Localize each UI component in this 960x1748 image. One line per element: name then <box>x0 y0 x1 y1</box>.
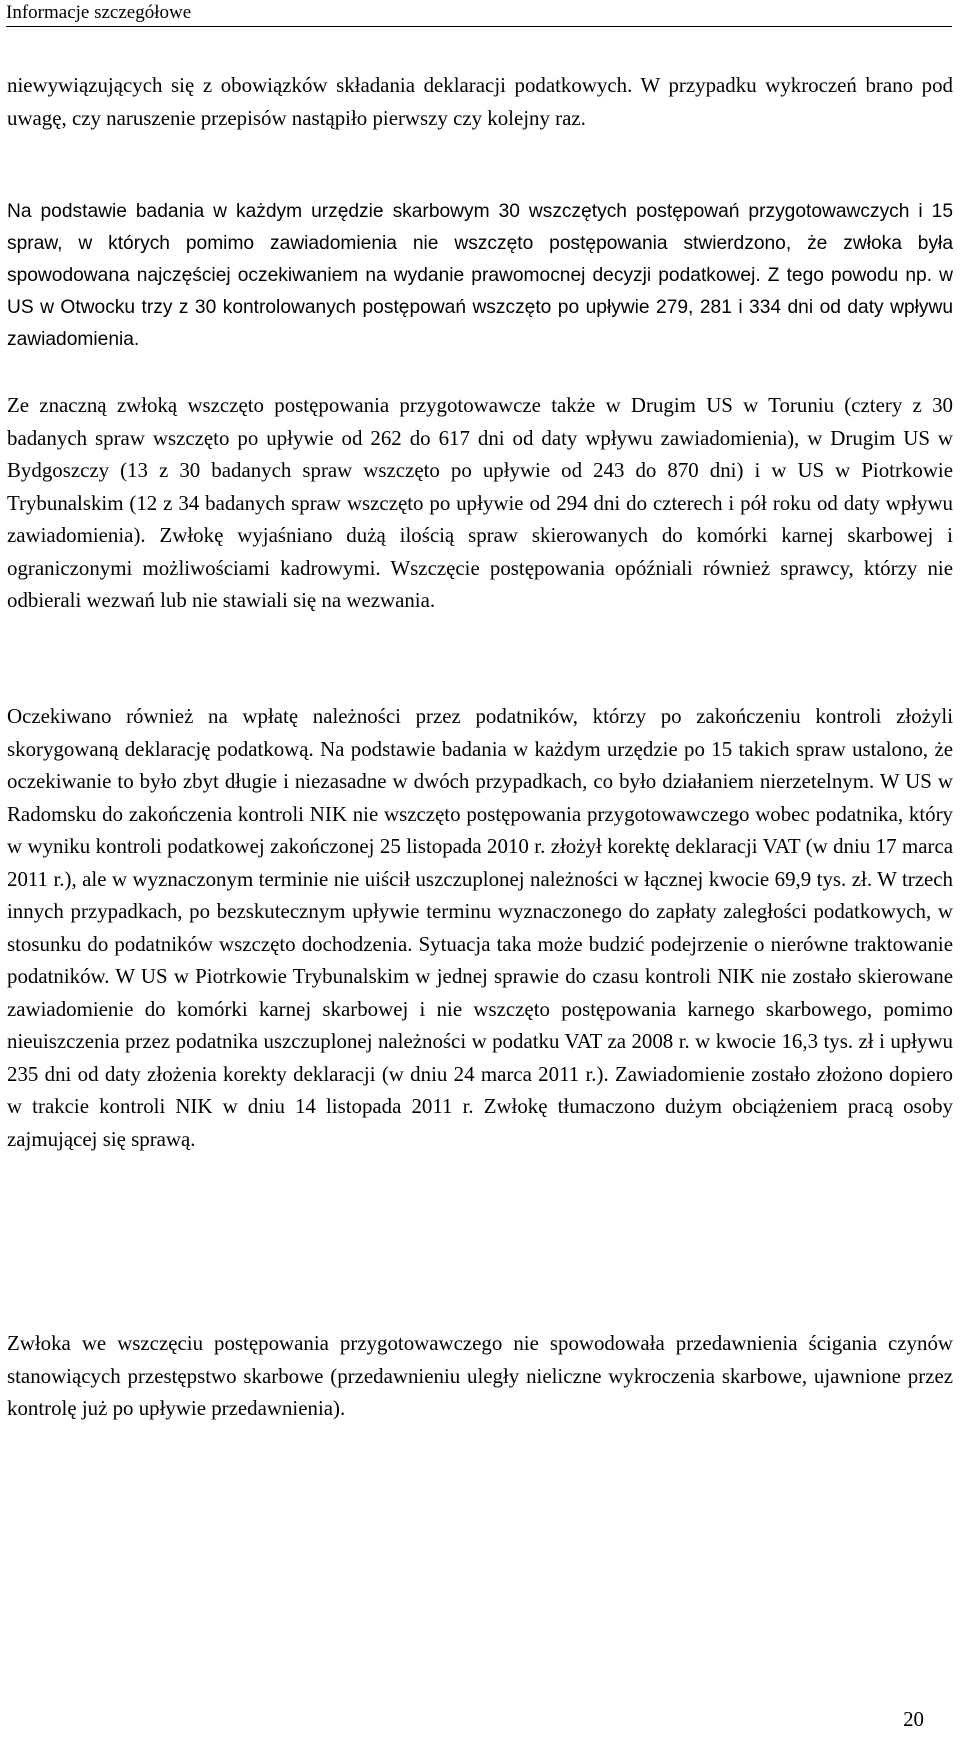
paragraph-5: Zwłoka we wszczęciu postępowania przygotowawczego nie spowodowała przedawnienia ścigania czynów stanowiących przestępstwo skarbowe (przedawnieniu uległy nieliczne wykroczenia skarbowe, ujawnione przez kontrolę już po upływie przedawnienia). <box>7 1331 953 1420</box>
page-header <box>6 2 952 27</box>
header-title: Informacje szczegółowe <box>6 2 192 23</box>
paragraph-3: Ze znaczną zwłoką wszczęto postępowania przygotowawcze także w Drugim US w Toruniu (cztery z 30 badanych spraw wszczęto po upływie od 262 do 617 dni od daty wpływu zawiadomienia), w Drugim US w Bydgoszczy (13 z 30 badanych spraw wszczęto po upływie od 243 do 870 dni) i w US w Piotrkowie Trybunalskim (12 z 34 badanych spraw wszczęto po upływie od 294 dni do czterech i pół roku od daty wpływu zawiadomienia). Zwłokę wyjaśniano dużą ilością spraw skierowanych do komórki karnej skarbowej i ograniczonymi możliwościami kadrowymi. Wszczęcie postępowania opóźniali również sprawcy, którzy nie odbierali wezwań lub nie stawiali się na wezwania. <box>7 393 953 612</box>
paragraph-2: Na podstawie badania w każdym urzędzie skarbowym 30 wszczętych postępowań przygotowawczych i 15 spraw, w których pomimo zawiadomienia nie wszczęto postępowania stwierdzono, że zwłoka była spowodowana najczęściej oczekiwaniem na wydanie prawomocnej decyzji podatkowej. Z tego powodu np. w US w Otwocku trzy z 30 kontrolowanych postępowań wszczęto po upływie 279, 281 i 334 dni od daty wpływu zawiadomienia. <box>7 201 953 350</box>
paragraph-1: niewywiązujących się z obowiązków składania deklaracji podatkowych. W przypadku wykroczeń brano pod uwagę, czy naruszenie przepisów nastąpiło pierwszy czy kolejny raz. <box>7 73 953 130</box>
paragraph-4: Oczekiwano również na wpłatę należności przez podatników, którzy po zakończeniu kontroli złożyli skorygowaną deklarację podatkową. Na podstawie badania w każdym urzędzie po 15 takich spraw ustalono, że oczekiwanie to było zbyt długie i niezasadne w dwóch przypadkach, co było działaniem nierzetelnym. W US w Radomsku do zakończenia kontroli NIK nie wszczęto postępowania przygotowawczego wobec podatnika, który w wyniku kontroli podatkowej zakończonej 25 listopada 2010 r. złożył korektę deklaracji VAT (w dniu 17 marca 2011 r.), ale w wyznaczonym terminie nie uiścił uszczuplonej należności w łącznej kwocie 69,9 tys. zł. W trzech innych przypadkach, po bezskutecznym upływie terminu wyznaczonego do zapłaty zaległości podatkowych, w stosunku do podatników wszczęto dochodzenia. Sytuacja taka może budzić podejrzenie o nierówne traktowanie podatników. W US w Piotrkowie Trybunalskim w jednej sprawie do czasu kontroli NIK nie zostało skierowane zawiadomienie do komórki karnej skarbowej i nie wszczęto postępowania karnego skarbowego, pomimo nieuiszczenia przez podatnika uszczuplonej należności w podatku VAT za 2008 r. w kwocie 16,3 tys. zł i upływu 235 dni od daty złożenia korekty deklaracji (w dniu 24 marca 2011 r.). Zawiadomienie zostało złożono dopiero w trakcie kontroli NIK w dniu 14 listopada 2011 r. Zwłokę tłumaczono dużym obciążeniem pracą osoby zajmującej się sprawą. <box>7 704 953 1151</box>
page-number: 20 <box>903 1707 924 1731</box>
